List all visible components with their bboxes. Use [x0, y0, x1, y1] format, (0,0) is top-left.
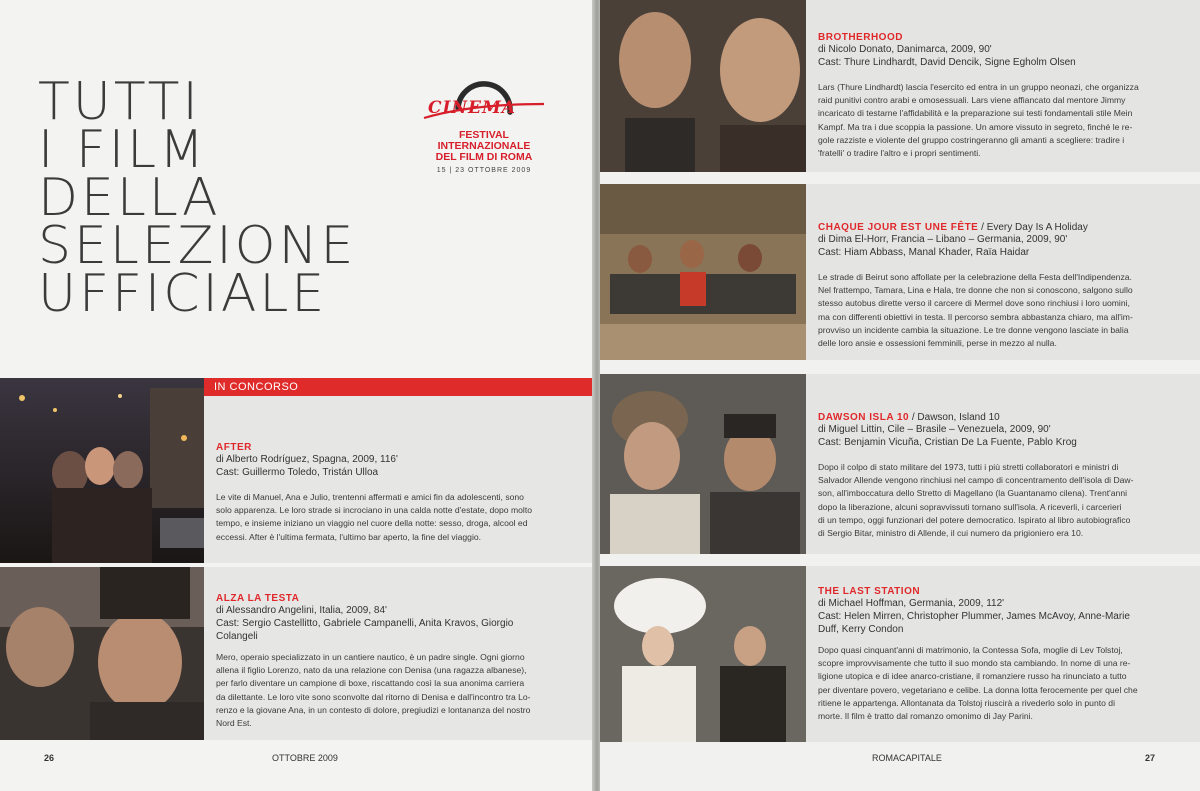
film-credit: di Miguel Littin, Cile – Brasile – Venezuela, 2009, 90' — [818, 424, 1051, 435]
film-description — [818, 81, 1196, 160]
three-women-photo — [600, 184, 806, 360]
film-alt-title: / Dawson, Island 10 — [909, 412, 1000, 423]
film-title: AFTER — [216, 442, 252, 453]
page-footer: ROMACAPITALE — [872, 753, 942, 763]
section-bar — [204, 378, 594, 396]
film-cast: Cast: Sergio Castellitto, Gabriele Campanelli, Anita Kravos, Giorgio — [216, 618, 514, 629]
description-line: Mero, operaio specializzato in un cantiere nautico, è un padre single. Ogni giorno — [216, 652, 525, 662]
film-title: ALZA LA TESTA — [216, 593, 300, 604]
film-title — [818, 32, 1196, 43]
film-description — [216, 491, 588, 544]
section-label: IN CONCORSO — [214, 381, 299, 393]
page-footer: OTTOBRE 2009 — [272, 753, 338, 763]
description-line: allena il figlio Lorenzo, nato da una relazione con Denisa (una ragazza albanese), — [216, 665, 527, 676]
description-line: raid punitivi contro arabi e omosessuali. Lars viene affiancato dal mentore Jimmy — [818, 95, 1126, 106]
film-entry-the-last-station — [806, 566, 1200, 742]
film-cast: Cast: Helen Mirren, Christopher Plummer, James McAvoy, Anne-Marie — [818, 611, 1130, 622]
description-line: di Sergio Bitar, ministro di Allende, il cui numero da prigioniero era 10. — [818, 528, 1084, 539]
description-line: Dopo quasi cinquant'anni di matrimonio, la Contessa Sofa, moglie di Lev Tolstoj, — [818, 645, 1123, 655]
description-line: morte. Il film è tratto dal romanzo omonimo di Jay Parini. — [818, 711, 1033, 722]
headline-line: I FILM — [38, 120, 207, 180]
film-title — [818, 222, 1196, 233]
film-cast: Colangeli — [216, 631, 258, 642]
film-title-text: CHAQUE JOUR EST UNE FÊTE — [818, 222, 979, 233]
film-credit: di Nicolo Donato, Danimarca, 2009, 90' — [818, 44, 992, 55]
period-drama-photo — [600, 566, 806, 742]
logo-festival-name — [424, 130, 544, 163]
description-line: Le strade di Beirut sono affollate per la celebrazione della Festa dell'Indipendenza. — [818, 272, 1132, 282]
description-line: di un tempo, oggi funzionari del potere democratico. Ispirato al libro autobiografico — [818, 514, 1131, 525]
headline-line: SELEZIONE — [38, 216, 357, 276]
page-number: 26 — [44, 753, 55, 763]
description-line: dopo la liberazione, alcuni sopravvissuti tornano sull'isola. A riceverli, i carcerieri — [818, 501, 1122, 512]
description-line: scopre improvvisamente che tutto il suo mondo sta cambiando. In nome di una re- — [818, 658, 1131, 669]
headline — [38, 72, 357, 324]
description-line: solo apparenza. Le loro strade si incrociano in una calda notte d'estate, dopo molto — [216, 505, 532, 516]
film-entry-after — [204, 396, 594, 563]
film-entry-brotherhood — [806, 0, 1200, 172]
description-line: Lars (Thure Lindhardt) lascia l'esercito ed entra in un gruppo neonazi, che organizza — [818, 82, 1139, 92]
film-title-text: BROTHERHOOD — [818, 32, 903, 43]
film-title-text: DAWSON ISLA 10 — [818, 412, 910, 423]
description-line: ma con differenti obiettivi in testa. Il percorso sembra abbastanza chiaro, ma all'im- — [818, 311, 1133, 322]
headline-line: DELLA — [38, 168, 221, 228]
film-cast: Cast: Guillermo Toledo, Tristán Ulloa — [216, 467, 379, 478]
film-description — [818, 461, 1196, 540]
logo-line: DEL FILM DI ROMA — [435, 151, 533, 163]
film-credit: di Michael Hoffman, Germania, 2009, 112' — [818, 598, 1005, 609]
description-line: renzo e la giovane Ana, in un contesto di dolore, pregiudizi e lontananza del nostro — [216, 704, 531, 715]
film-still-chaque-jour — [600, 184, 806, 360]
film-still-brotherhood — [600, 0, 806, 172]
description-line: incaricato di testarne l'affidabilità e la preparazione sui testi fondamentali stile Mein — [818, 108, 1133, 119]
film-cast: Duff, Kerry Condon — [818, 624, 904, 635]
description-line: provviso un incidente cambia la situazione. Le tre donne vengono lasciate in balia — [818, 324, 1129, 335]
logo-line: FESTIVAL — [459, 129, 509, 141]
headline-line: UFFICIALE — [38, 264, 328, 324]
description-line: stesso autobus dirette verso il carcere di Mermel dove sono rinchiusi i loro uomini, — [818, 298, 1130, 309]
festival-logo — [418, 74, 548, 184]
description-line: eccessi. After è l'ultima fermata, l'ultimo bar aperto, la fine del viaggio. — [216, 531, 482, 542]
film-cast: Cast: Benjamin Vicuña, Cristian De La Fuente, Pablo Krog — [818, 437, 1077, 448]
boxing-photo — [0, 567, 204, 740]
film-entry-dawson-isla-10 — [806, 374, 1200, 554]
page-number: 27 — [1145, 753, 1156, 763]
description-line: per diventare povero, vegetariano e celibe. La donna lotta ferocemente per quel che — [818, 684, 1138, 695]
film-entry-chaque-jour — [806, 184, 1200, 360]
film-still-the-last-station — [600, 566, 806, 742]
description-line: ligione utopica e di idee anarco-cristiane, il romanziere russo ha rinunciato a tutto — [818, 671, 1127, 682]
description-line: tempo, e insieme iniziano un viaggio nel cuore della notte: sesso, droga, alcool ed — [216, 518, 528, 529]
film-title — [818, 586, 1196, 597]
film-alt-title: / Every Day Is A Holiday — [978, 222, 1088, 233]
film-description — [818, 644, 1196, 723]
right-page — [600, 0, 1200, 791]
prisoners-photo — [600, 374, 806, 554]
logo-line: INTERNAZIONALE — [437, 140, 531, 152]
description-line: ritiene le appartenga. Allontanata da Tolstoj riuscirà a rivederlo solo in punto di — [818, 697, 1115, 708]
film-title — [818, 412, 1196, 423]
description-line: Nord Est. — [216, 718, 252, 729]
film-still-alza-la-testa — [0, 567, 204, 740]
film-entry-alza-la-testa — [204, 567, 594, 740]
film-cast: Cast: Hiam Abbass, Manal Khader, Raïa Haidar — [818, 247, 1030, 258]
description-line: per farlo diventare un campione di boxe, riscattando così la sua anonima carriera — [216, 678, 525, 689]
night-street-photo — [0, 378, 204, 563]
description-line: Kampf. Ma tra i due scoppia la passione. Un amore vissuto in segreto, finché le re- — [818, 121, 1133, 132]
logo-wordmark: CINEMA — [428, 98, 516, 118]
description-line: Le vite di Manuel, Ana e Julio, trentenni affermati e amici fin da adolescenti, sono — [216, 492, 524, 502]
film-credit: di Dima El-Horr, Francia – Libano – Germania, 2009, 90' — [818, 234, 1068, 245]
description-line: Dopo il colpo di stato militare del 1973, tutti i più stretti collaboratori e ministri di — [818, 462, 1119, 472]
description-line: son, all'imboccatura dello Stretto di Magellano (la Guantanamo cilena). Trent'anni — [818, 488, 1128, 499]
film-credit: di Alberto Rodríguez, Spagna, 2009, 116' — [216, 454, 398, 465]
film-credit: di Alessandro Angelini, Italia, 2009, 84' — [216, 605, 387, 616]
description-line: 'fratelli' o tradire l'altro e i propri sentimenti. — [818, 148, 981, 159]
film-description — [818, 271, 1196, 350]
film-description — [216, 651, 588, 730]
film-title-text: THE LAST STATION — [818, 586, 921, 597]
film-still-after — [0, 378, 204, 563]
headline-line: TUTTI — [38, 72, 201, 132]
left-page — [0, 0, 594, 791]
film-still-dawson-isla-10 — [600, 374, 806, 554]
film-cast: Cast: Thure Lindhardt, David Dencik, Signe Egholm Olsen — [818, 57, 1076, 68]
description-line: gole razziste e violente del gruppo costringeranno gli amanti a scegliere: tradire i — [818, 134, 1125, 145]
description-line: Salvador Allende vengono rinchiusi nel campo di concentramento dell'isola di Daw- — [818, 475, 1134, 486]
description-line: Nel frattempo, Tamara, Lina e Hala, tre donne che non si conoscono, salgono sullo — [818, 285, 1133, 296]
two-men-photo — [600, 0, 806, 172]
description-line: delle loro ansie e ossessioni femminili, perse in mezzo al nulla. — [818, 338, 1057, 349]
description-line: da dilettante. Le loro vite sono sconvolte dal ritorno di Denisa e dall'incontro tra Lo- — [216, 691, 531, 702]
logo-dates: 15 | 23 OTTOBRE 2009 — [436, 167, 532, 174]
